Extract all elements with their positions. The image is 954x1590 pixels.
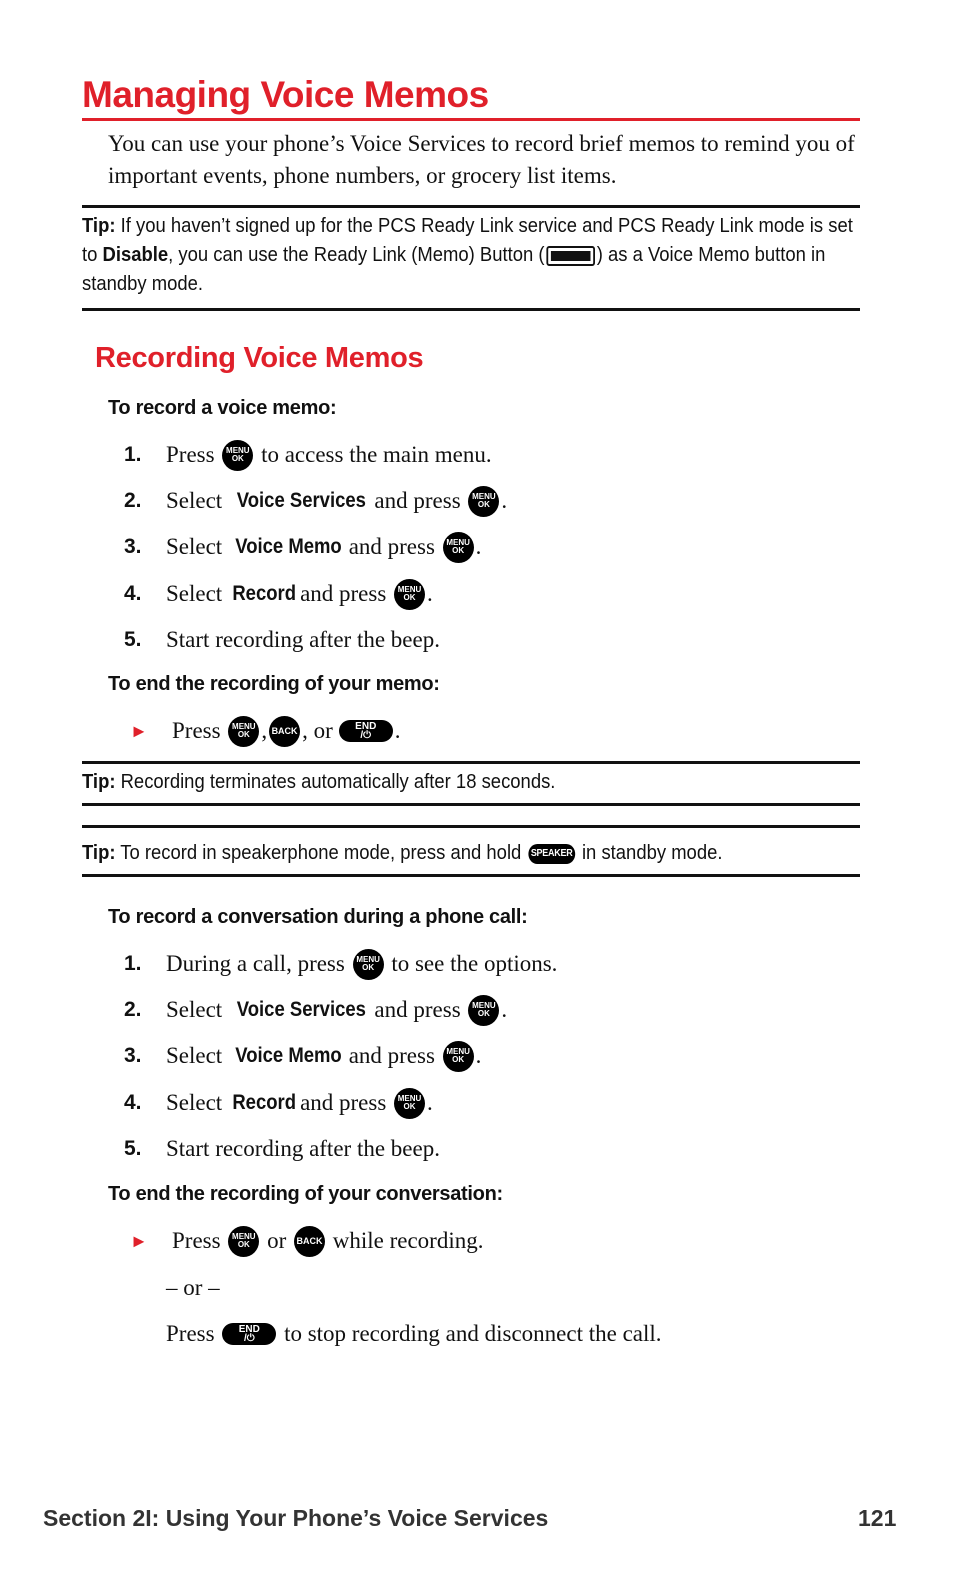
step-number: 5. <box>124 628 142 651</box>
tip-label: Tip: <box>82 214 116 237</box>
step-item: 1. During a call, press MENU OK to see the options. <box>124 949 557 979</box>
title-rule <box>82 118 860 121</box>
step-item: 2. Select Voice Services and press MENU OK . <box>124 486 507 516</box>
tip-top-rule <box>82 761 860 764</box>
or-separator: – or – <box>166 1275 220 1300</box>
footer-page-number: 121 <box>858 1505 897 1531</box>
menu-ok-key-icon: MENU OK <box>394 579 425 610</box>
menu-ok-key-icon: MENU OK <box>228 716 259 747</box>
menu-ok-key-icon: MENU OK <box>468 995 499 1026</box>
step-item: 5. Start recording after the beep. <box>124 1136 440 1161</box>
tip-box-speakerphone: Tip: To record in speakerphone mode, press and hold SPEAKER in standby mode. <box>82 841 723 864</box>
step-number: 3. <box>124 535 142 558</box>
step-number: 5. <box>124 1137 142 1160</box>
lead-end-call: To end the recording of your conversation: <box>108 1183 503 1205</box>
step-item: 2. Select Voice Services and press MENU OK . <box>124 995 507 1025</box>
tip-bold-disable: Disable <box>102 243 169 266</box>
lead-end-memo: To end the recording of your memo: <box>108 673 440 695</box>
lead-record-memo: To record a voice memo: <box>108 397 337 419</box>
step-number: 1. <box>124 952 142 975</box>
back-key-icon: BACK <box>269 716 300 747</box>
tip-text: If you haven’t signed up for the PCS Ready Link service and PCS Ready Link mode is set to <box>82 214 853 266</box>
step-number: 2. <box>124 998 142 1021</box>
tip-top-rule <box>82 205 860 208</box>
bullet-item: ► Press MENU OK , BACK , or END /⏻ . <box>124 716 400 746</box>
step-item: 5. Start recording after the beep. <box>124 627 440 652</box>
tip-box-auto-terminate: Tip: Recording terminates automatically after 18 seconds. <box>82 770 556 793</box>
menu-ok-key-icon: MENU OK <box>468 486 499 517</box>
step-item: 3. Select Voice Memo and press MENU OK . <box>124 532 481 562</box>
end-power-key-icon: END /⏻ <box>339 720 393 742</box>
tip-bottom-rule <box>82 874 860 877</box>
bullet-continuation: Press END /⏻ to stop recording and disconnect the call. <box>166 1321 662 1346</box>
menu-ok-key-icon: MENU OK <box>443 532 474 563</box>
step-number: 1. <box>124 443 142 466</box>
menu-ok-key-icon: MENU OK <box>222 440 253 471</box>
tip-label: Tip: <box>82 770 116 793</box>
page-title: Managing Voice Memos <box>82 74 489 115</box>
bullet-arrow-icon: ► <box>130 1230 148 1251</box>
step-number: 2. <box>124 489 142 512</box>
memo-button-icon <box>546 246 595 266</box>
step-item: 1. Press MENU OK to access the main menu. <box>124 440 492 470</box>
step-number: 4. <box>124 1091 142 1114</box>
bullet-item: ► Press MENU OK or BACK while recording. <box>124 1226 483 1256</box>
lead-record-call: To record a conversation during a phone call: <box>108 906 528 928</box>
step-number: 3. <box>124 1044 142 1067</box>
menu-ok-key-icon: MENU OK <box>443 1041 474 1072</box>
tip-bottom-rule <box>82 803 860 806</box>
back-key-icon: BACK <box>294 1226 325 1257</box>
bullet-arrow-icon: ► <box>130 720 148 741</box>
menu-ok-key-icon: MENU OK <box>394 1088 425 1119</box>
tip-text: , you can use the Ready Link (Memo) Button ( <box>168 243 545 266</box>
menu-ok-key-icon: MENU OK <box>353 949 384 980</box>
section-subtitle: Recording Voice Memos <box>95 342 424 374</box>
step-item: 4. Select Record and press MENU OK . <box>124 1088 433 1118</box>
step-item: 4. Select Record and press MENU OK . <box>124 579 433 609</box>
menu-ok-key-icon: MENU OK <box>228 1226 259 1257</box>
speaker-key-icon: SPEAKER <box>528 844 575 864</box>
step-item: 3. Select Voice Memo and press MENU OK . <box>124 1041 481 1071</box>
tip-top-rule <box>82 825 860 828</box>
end-power-key-icon: END /⏻ <box>222 1323 276 1345</box>
tip-box-ready-link <box>82 211 872 298</box>
step-number: 4. <box>124 582 142 605</box>
tip-text: ) as a Voice Memo button in standby mode. <box>82 243 826 295</box>
tip-label: Tip: <box>82 841 116 864</box>
tip-bottom-rule <box>82 308 860 311</box>
intro-paragraph: You can use your phone’s Voice Services to record brief memos to remind you of important events, phone numbers, or grocery list items. <box>108 131 855 188</box>
footer-section-title: Section 2I: Using Your Phone’s Voice Services <box>43 1505 549 1531</box>
